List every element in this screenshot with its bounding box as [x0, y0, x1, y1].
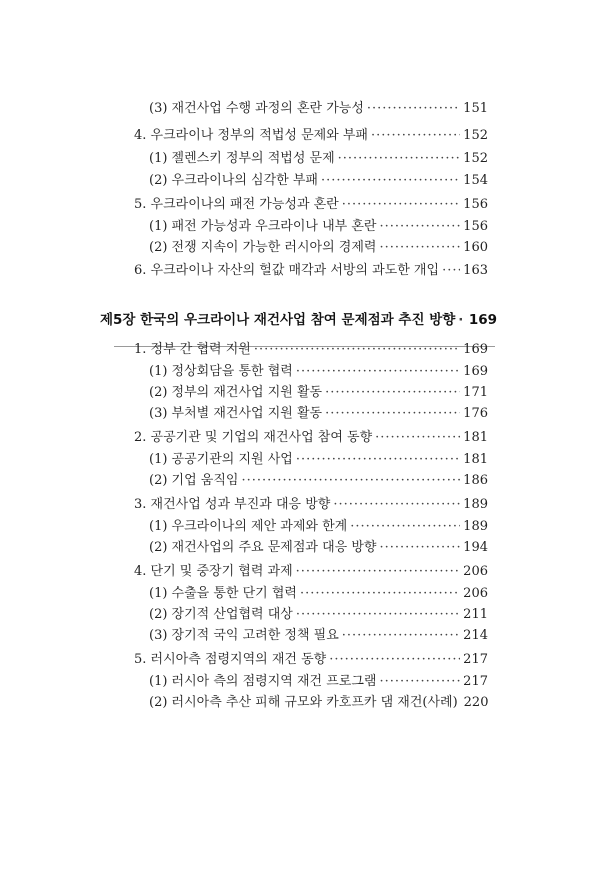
leader-dots	[296, 452, 460, 468]
toc-entry-page: 206	[463, 586, 488, 601]
leader-dots	[379, 240, 460, 256]
toc-entry[interactable]	[134, 128, 488, 144]
toc-entry-title: (1) 공공기관의 지원 사업	[149, 452, 293, 467]
toc-entry-page: 220	[463, 695, 489, 710]
toc-entry-page: 169	[463, 364, 488, 379]
leader-dots	[338, 151, 461, 167]
toc-entry-page: 181	[463, 430, 488, 445]
leader-dots	[325, 406, 460, 422]
leader-dots	[254, 342, 460, 358]
toc-entry[interactable]	[149, 385, 488, 401]
leader-dots	[333, 497, 460, 513]
leader-dots	[350, 519, 460, 535]
toc-entry-title: (1) 러시아 측의 점령지역 재건 프로그램	[149, 674, 377, 689]
leader-dots	[379, 540, 460, 556]
toc-entry-title: 1. 정부 간 협력 지원	[134, 342, 251, 357]
toc-entry-title: (3) 장기적 국익 고려한 정책 필요	[149, 628, 339, 643]
toc-entry-page: 176	[463, 406, 488, 421]
leader-dots	[367, 101, 460, 117]
toc-entry-page: 171	[463, 385, 488, 400]
leader-dots	[458, 312, 466, 328]
toc-entry-page: 186	[463, 473, 488, 488]
toc-entry-title: 4. 단기 및 중장기 협력 과제	[134, 564, 293, 579]
toc-entry[interactable]	[149, 519, 488, 535]
toc-entry-page: 169	[463, 342, 488, 357]
leader-dots	[342, 197, 460, 213]
toc-entry-page: 151	[463, 101, 488, 116]
toc-entry-title: (1) 우크라이나의 제안 과제와 한계	[149, 519, 348, 534]
toc-entry-title: (1) 패전 가능성과 우크라이나 내부 혼란	[149, 219, 377, 234]
leader-dots	[300, 586, 460, 602]
chapter-heading[interactable]	[100, 312, 497, 328]
toc-entry-title: (2) 기업 움직임	[149, 473, 239, 488]
toc-entry-page: 217	[463, 652, 488, 667]
leader-dots	[296, 564, 461, 580]
toc-entry[interactable]	[134, 342, 488, 358]
leader-dots	[296, 364, 460, 380]
leader-dots	[379, 674, 460, 690]
toc-entry-page: 160	[463, 240, 488, 255]
leader-dots	[321, 173, 460, 189]
toc-entry-title: 6. 우크라이나 자산의 헐값 매각과 서방의 과도한 개입	[134, 263, 440, 278]
toc-entry-page: 214	[463, 628, 488, 643]
toc-entry-title: (2) 전쟁 지속이 가능한 러시아의 경제력	[149, 240, 377, 255]
toc-entry-title: 5. 우크라이나의 패전 가능성과 혼란	[134, 197, 339, 212]
toc-entry[interactable]	[149, 452, 488, 468]
leader-dots	[241, 473, 460, 489]
toc-entry-page: 211	[463, 607, 488, 622]
toc-entry-title: (2) 재건사업의 주요 문제점과 대응 방향	[149, 540, 377, 555]
leader-dots	[342, 628, 460, 644]
toc-entry-title: (1) 정상회담을 통한 협력	[149, 364, 293, 379]
toc-entry-title: (2) 정부의 재건사업 지원 활동	[149, 385, 323, 400]
toc-entry-page: 152	[463, 151, 488, 166]
toc-entry[interactable]	[149, 101, 488, 117]
toc-entry[interactable]	[134, 652, 488, 668]
toc-entry-page: 206	[463, 564, 488, 579]
toc-entry[interactable]	[149, 540, 488, 556]
toc-entry-page: 181	[463, 452, 488, 467]
toc-entry[interactable]	[134, 263, 488, 279]
leader-dots	[442, 263, 460, 279]
toc-entry[interactable]	[149, 364, 488, 380]
toc-entry[interactable]	[134, 564, 488, 580]
leader-dots	[379, 219, 460, 235]
toc-entry[interactable]	[149, 151, 488, 167]
chapter-title: 제5장 한국의 우크라이나 재건사업 참여 문제점과 추진 방향	[100, 312, 456, 328]
toc-entry[interactable]	[149, 240, 488, 256]
toc-entry[interactable]	[134, 197, 488, 213]
toc-entry-page: 156	[463, 219, 488, 234]
toc-entry-title: 5. 러시아측 점령지역의 재건 동향	[134, 652, 327, 667]
toc-entry-page: 194	[463, 540, 488, 555]
toc-entry[interactable]	[134, 497, 488, 513]
toc-entry-page: 189	[463, 497, 488, 512]
toc-entry[interactable]	[149, 628, 488, 644]
toc-entry-title: 3. 재건사업 성과 부진과 대응 방향	[134, 497, 331, 512]
toc-entry-page: 156	[463, 197, 488, 212]
toc-entry-title: (3) 재건사업 수행 과정의 혼란 가능성	[149, 101, 364, 116]
toc-entry-title: 4. 우크라이나 정부의 적법성 문제와 부패	[134, 128, 368, 143]
toc-entry[interactable]	[149, 674, 488, 690]
chapter-page: 169	[468, 312, 497, 328]
toc-entry-page: 217	[463, 674, 488, 689]
toc-entry-page: 152	[463, 128, 488, 143]
toc-entry-title: (3) 부처별 재건사업 지원 활동	[149, 406, 323, 421]
toc-entry[interactable]	[149, 586, 488, 602]
leader-dots	[371, 128, 460, 144]
toc-entry[interactable]	[149, 173, 488, 189]
toc-entry[interactable]	[149, 473, 488, 489]
toc-entry[interactable]	[149, 406, 488, 422]
toc-entry-title: 2. 공공기관 및 기업의 재건사업 참여 동향	[134, 430, 373, 445]
toc-entry-title: (1) 수출을 통한 단기 협력	[149, 586, 297, 601]
toc-entry[interactable]	[149, 695, 488, 711]
leader-dots	[325, 385, 460, 401]
leader-dots	[375, 430, 460, 446]
toc-entry-title: (2) 장기적 산업협력 대상	[149, 607, 293, 622]
toc-entry-page: 189	[463, 519, 488, 534]
toc-entry-title: (2) 우크라이나의 심각한 부패	[149, 173, 318, 188]
toc-entry-page: 163	[463, 263, 488, 278]
toc-entry[interactable]	[149, 219, 488, 235]
toc-entry[interactable]	[134, 430, 488, 446]
leader-dots	[296, 607, 460, 623]
toc-entry-page: 154	[463, 173, 488, 188]
toc-entry-title: (2) 러시아측 추산 피해 규모와 카호프카 댐 재건(사례)	[149, 695, 458, 710]
leader-dots	[329, 652, 460, 668]
toc-entry[interactable]	[149, 607, 488, 623]
toc-entry-title: (1) 젤렌스키 정부의 적법성 문제	[149, 151, 335, 166]
